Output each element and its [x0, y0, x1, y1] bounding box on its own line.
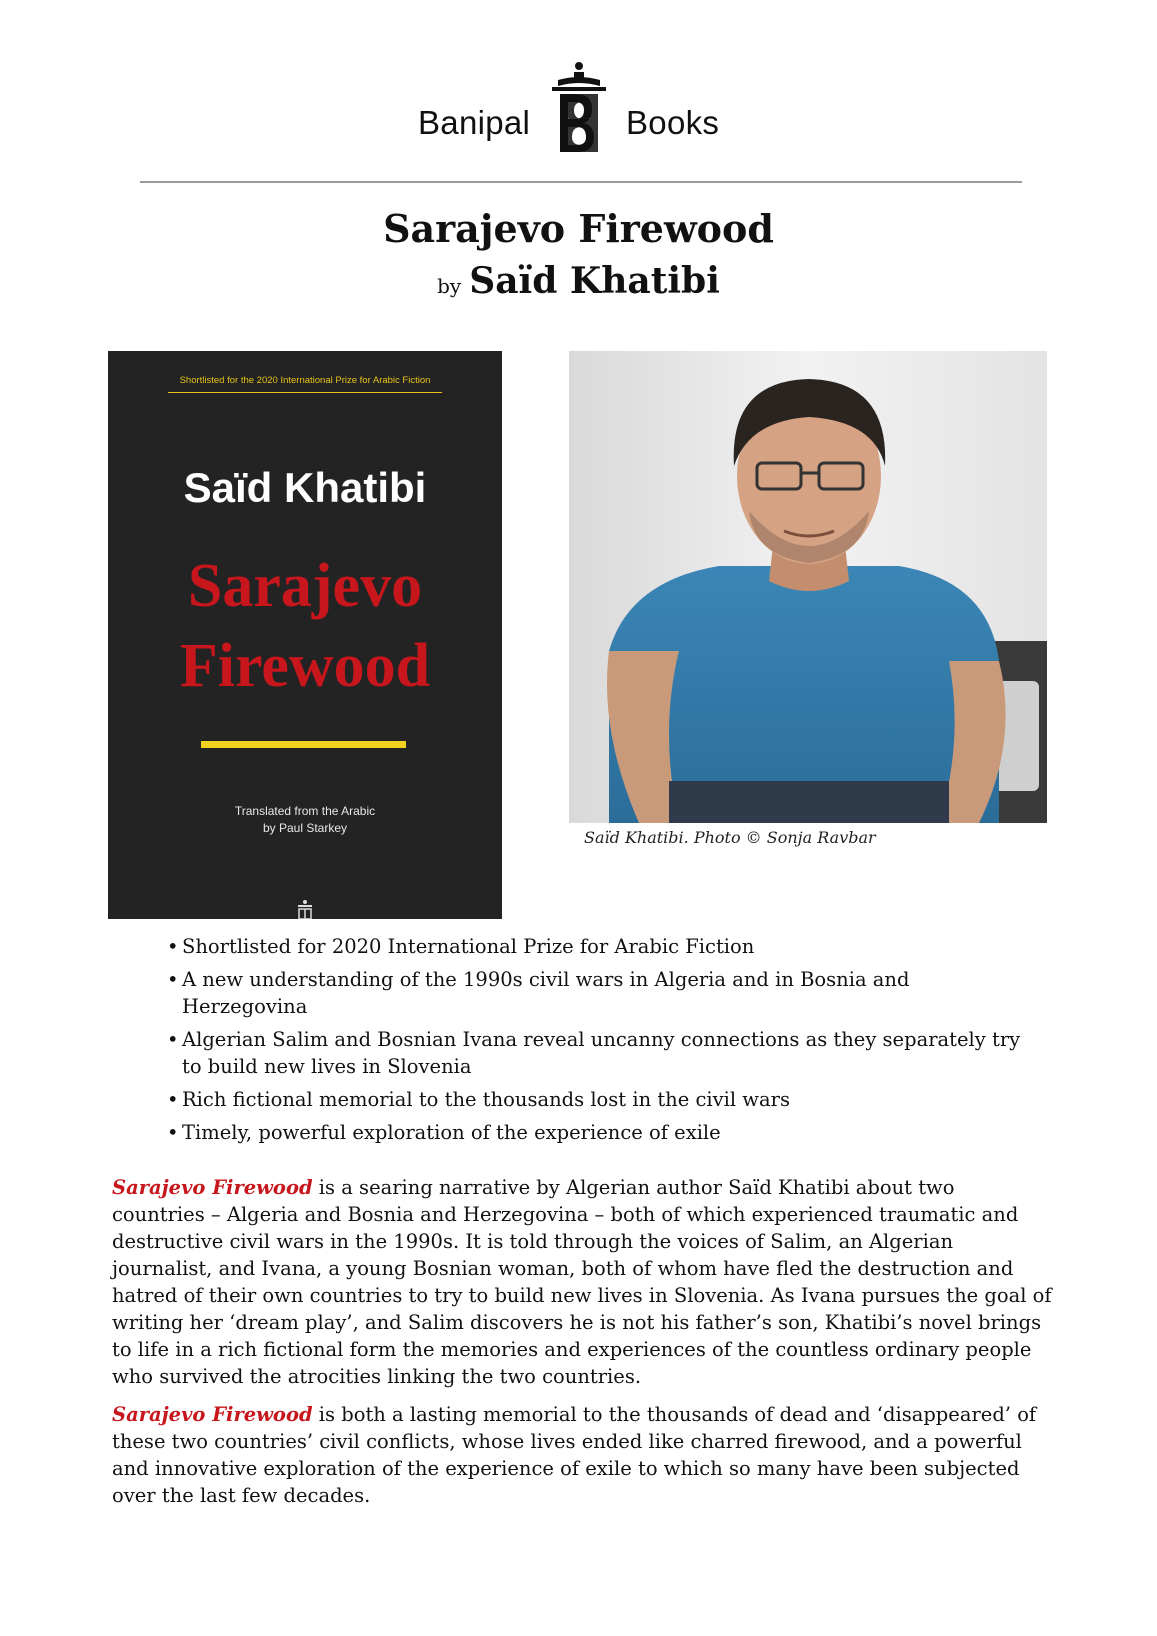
cover-author: Saïd Khatibi	[183, 464, 427, 511]
cover-title-line2: Firewood	[179, 632, 431, 700]
paragraph-1-book-title: Sarajevo Firewood	[112, 1176, 313, 1199]
photo-caption: Saïd Khatibi. Photo © Sonja Ravbar	[584, 828, 876, 847]
book-cover	[108, 351, 502, 919]
author-photo-illustration	[569, 351, 1047, 823]
cover-yellow-bar	[201, 741, 406, 748]
cover-translated-line2: by Paul Starkey	[262, 821, 348, 835]
byline	[0, 260, 1157, 302]
logo-text-banipal: Banipal	[418, 104, 531, 141]
logo-text-books: Books	[626, 104, 720, 141]
byline-author: Saïd Khatibi	[469, 260, 720, 302]
list-item: • Shortlisted for 2020 International Prize for Arabic Fiction	[167, 933, 1027, 960]
banipal-books-mark-icon	[538, 60, 620, 156]
list-item: • Algerian Salim and Bosnian Ivana reveal uncanny connections as they separately try to build new lives in Slovenia	[167, 1026, 1027, 1080]
paragraph-2-text: is both a lasting memorial to the thousands of dead and ‘disappeared’ of these two countries’ civil conflicts, whose lives ended like charred firewood, and a powerful and innovative exploration of the experience of exile to which so many have been subjected over the last few decades.	[112, 1403, 1037, 1507]
publisher-logo	[0, 60, 1157, 160]
cover-publisher-mark-icon	[290, 899, 320, 919]
header-divider	[140, 181, 1022, 183]
cover-shortlisted-text: Shortlisted for the 2020 International Prize for Arabic Fiction	[179, 375, 431, 386]
list-item: • Rich fictional memorial to the thousands lost in the civil wars	[167, 1086, 1027, 1113]
author-photo	[569, 351, 1047, 823]
list-item: • Timely, powerful exploration of the experience of exile	[167, 1119, 1027, 1146]
description-paragraph-1	[112, 1174, 1052, 1390]
list-item: • A new understanding of the 1990s civil wars in Algeria and in Bosnia and Herzegovina	[167, 966, 1027, 1020]
paragraph-2-book-title: Sarajevo Firewood	[112, 1403, 313, 1426]
cover-rule	[168, 392, 442, 393]
page-title: Sarajevo Firewood	[383, 206, 774, 251]
highlights-list	[167, 933, 1027, 1152]
paragraph-1-text: is a searing narrative by Algerian author Saïd Khatibi about two countries – Algeria and Bosnia and Herzegovina – both of which experienced traumatic and destructive civil wars in the 1990s. It is told through the voices of Salim, an Algerian journalist, and Ivana, a young Bosnian woman, both of whom have fled the destruction and hatred of their own countries to try to build new lives in Slovenia. As Ivana pursues the goal of writing her ‘dream play’, and Salim discovers he is not his father’s son, Khatibi’s novel brings to life in a rich fictional form the memories and experiences of the countless ordinary people who survived the atrocities linking the two countries.	[112, 1176, 1052, 1388]
cover-translated-line1: Translated from the Arabic	[234, 804, 376, 818]
description-paragraph-2	[112, 1401, 1052, 1509]
cover-title-line1: Sarajevo	[187, 552, 423, 620]
byline-by: by	[437, 274, 462, 298]
